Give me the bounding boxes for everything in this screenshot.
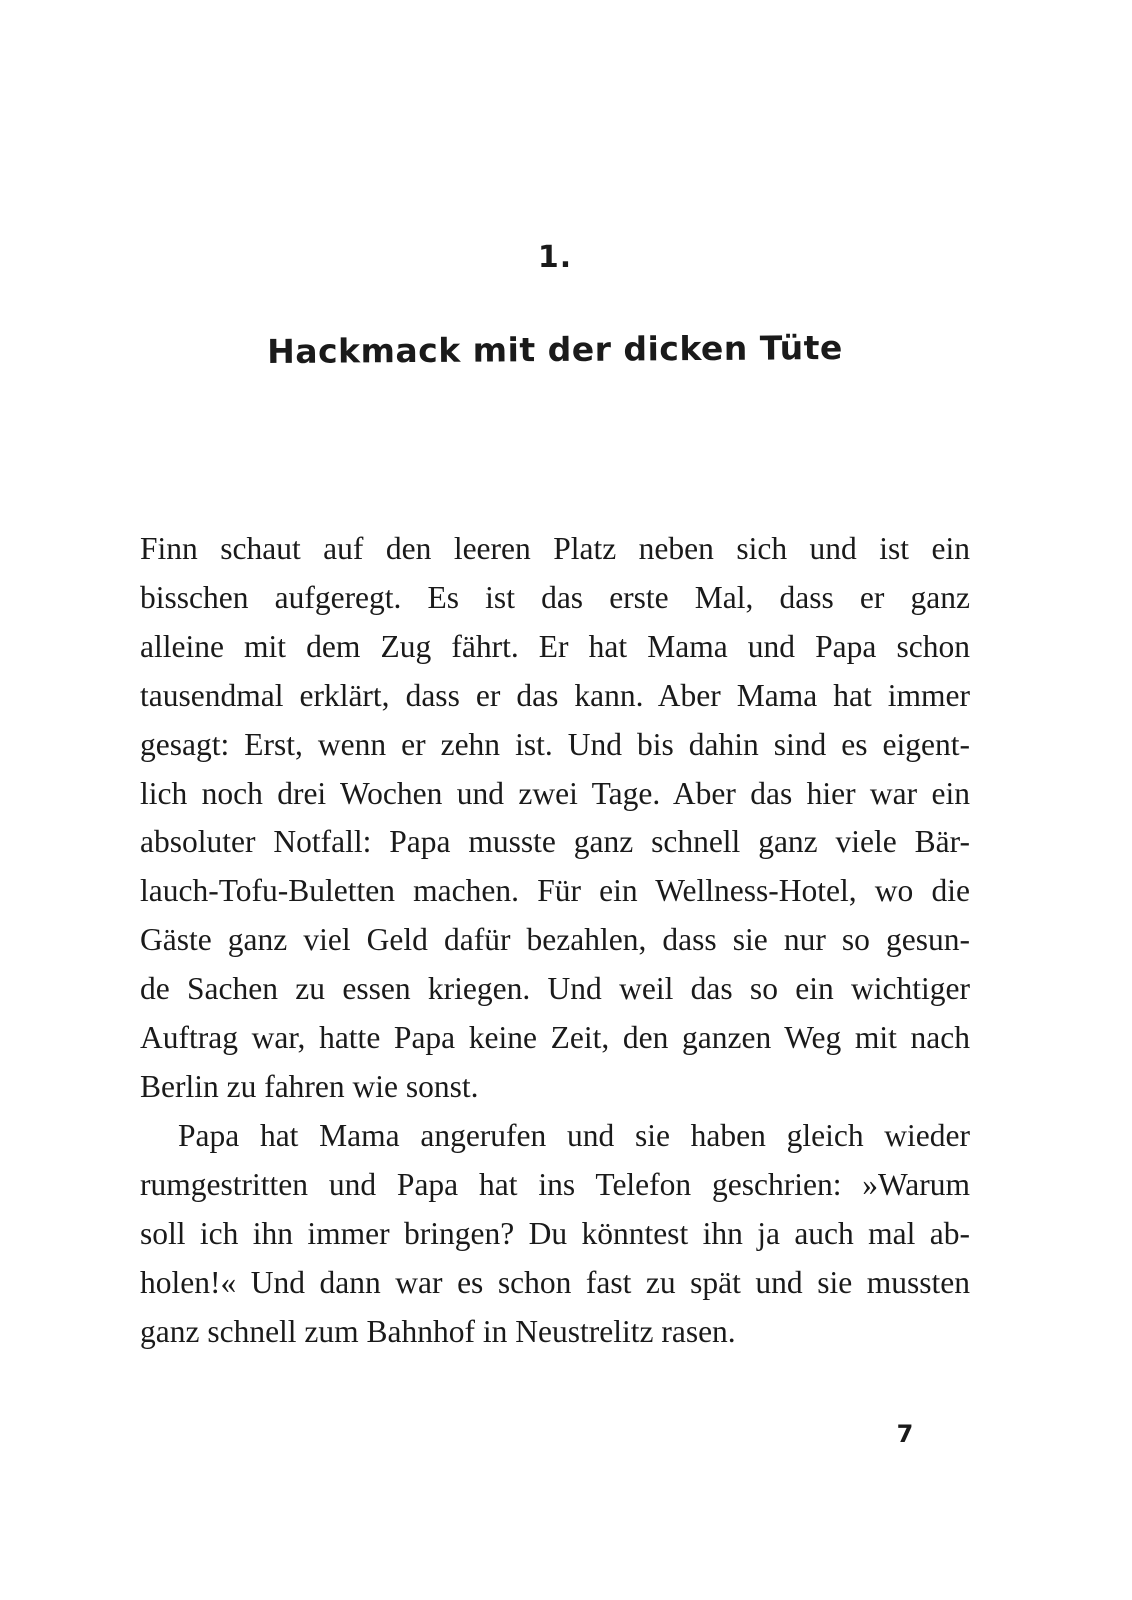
- text-line: lauch-Tofu-Buletten machen. Für ein Wellness-Hotel, wo die: [140, 873, 970, 909]
- text-line: lich noch drei Wochen und zwei Tage. Aber das hier war ein: [140, 775, 970, 811]
- text-line: ganz schnell zum Bahnhof in Neustrelitz rasen.: [140, 1313, 736, 1349]
- page-number: 7: [896, 1420, 914, 1448]
- text-line: de Sachen zu essen kriegen. Und weil das so ein wichtiger: [140, 971, 970, 1007]
- body-text: [140, 525, 970, 1356]
- text-line: rumgestritten und Papa hat ins Telefon geschrien: »Warum: [140, 1166, 970, 1202]
- chapter-number: 1.: [537, 240, 573, 275]
- text-line: Papa hat Mama angerufen und sie haben gleich wieder: [178, 1117, 970, 1153]
- text-line: absoluter Notfall: Papa musste ganz schnell ganz viele Bär-: [140, 824, 970, 860]
- paragraph-2: [140, 1112, 970, 1357]
- text-line: tausendmal erklärt, dass er das kann. Aber Mama hat immer: [140, 677, 970, 713]
- text-line: Auftrag war, hatte Papa keine Zeit, den ganzen Weg mit nach: [140, 1020, 970, 1056]
- text-line: Berlin zu fahren wie sonst.: [140, 1068, 479, 1104]
- text-line: alleine mit dem Zug fährt. Er hat Mama und Papa schon: [140, 628, 970, 664]
- text-line: gesagt: Erst, wenn er zehn ist. Und bis dahin sind es eigent-: [140, 726, 970, 762]
- chapter-title: Hackmack mit der dicken Tüte: [267, 327, 843, 372]
- text-line: Finn schaut auf den leeren Platz neben sich und ist ein: [140, 531, 970, 566]
- text-line: soll ich ihn immer bringen? Du könntest ihn ja auch mal ab-: [140, 1215, 970, 1251]
- paragraph-1: [140, 525, 970, 1112]
- text-line: bisschen aufgeregt. Es ist das erste Mal, dass er ganz: [140, 579, 970, 615]
- text-line: Gäste ganz viel Geld dafür bezahlen, dass sie nur so gesun-: [140, 922, 970, 958]
- text-line: holen!« Und dann war es schon fast zu spät und sie mussten: [140, 1264, 970, 1300]
